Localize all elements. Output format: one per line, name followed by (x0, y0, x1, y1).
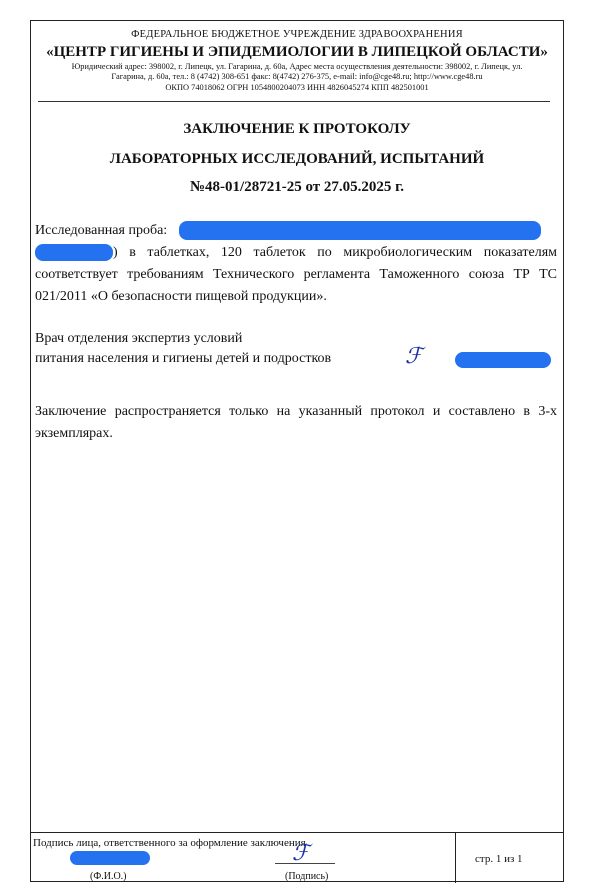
conclusion-text: ) в таблетках, 120 таблеток по микробиологическим показателям соответствует требованиям Технического регламента Таможенного союза ТР ТС 021/2011 «О безопасности пищевой продукции». (35, 245, 557, 304)
fio-label: (Ф.И.О.) (90, 871, 127, 882)
responsible-signature: ℱ (292, 841, 310, 866)
signature-caption: Подпись лица, ответственного за оформление заключения (33, 837, 306, 849)
doctor-signature: ℱ (405, 344, 423, 369)
address-line-2: Гагарина, д. 60а, тел.: 8 (4742) 308-651 факс: 8(4742) 276-375, e-mail: info@cge48.ru; http://www.cge48.ru (111, 72, 483, 81)
signature-line (275, 863, 335, 864)
sign-label: (Подпись) (285, 871, 329, 882)
doctor-line-2: питания населения и гигиены детей и подростков (35, 351, 332, 366)
header-divider (38, 101, 550, 102)
address-line-1: Юридический адрес: 398002, г. Липецк, ул. Гагарина, д. 60а, Адрес места осуществления деятельности: 398002, г. Липецк, ул. (71, 62, 523, 71)
address-block (40, 62, 554, 82)
document-frame (30, 20, 564, 882)
sample-paragraph (35, 220, 557, 308)
agency-name: ФЕДЕРАЛЬНОЕ БЮДЖЕТНОЕ УЧРЕЖДЕНИЕ ЗДРАВООХРАНЕНИЯ (131, 29, 463, 40)
doctor-line-1: Врач отделения экспертиз условий (35, 331, 243, 346)
page-number: стр. 1 из 1 (475, 853, 523, 865)
scope-statement: Заключение распространяется только на указанный протокол и составлено в 3-х экземплярах. (35, 404, 557, 441)
document-title-line-2: ЛАБОРАТОРНЫХ ИССЛЕДОВАНИЙ, ИСПЫТАНИЙ (109, 151, 485, 167)
protocol-number: №48-01/28721-25 от 27.05.2025 г. (189, 179, 405, 195)
organization-name: «ЦЕНТР ГИГИЕНЫ И ЭПИДЕМИОЛОГИИ В ЛИПЕЦКОЙ ОБЛАСТИ» (46, 44, 548, 60)
redacted-sample-name-cont (35, 244, 113, 261)
redacted-sample-name (179, 221, 541, 240)
footer (30, 832, 564, 883)
redacted-responsible-name (70, 851, 150, 865)
redacted-doctor-name (455, 352, 551, 368)
registration-codes: ОКПО 74018062 ОГРН 1054800204073 ИНН 4826045274 КПП 482501001 (165, 83, 429, 92)
sample-label: Исследованная проба: (35, 223, 168, 238)
footer-divider (455, 833, 456, 883)
document-title-line-1: ЗАКЛЮЧЕНИЕ К ПРОТОКОЛУ (183, 121, 411, 137)
